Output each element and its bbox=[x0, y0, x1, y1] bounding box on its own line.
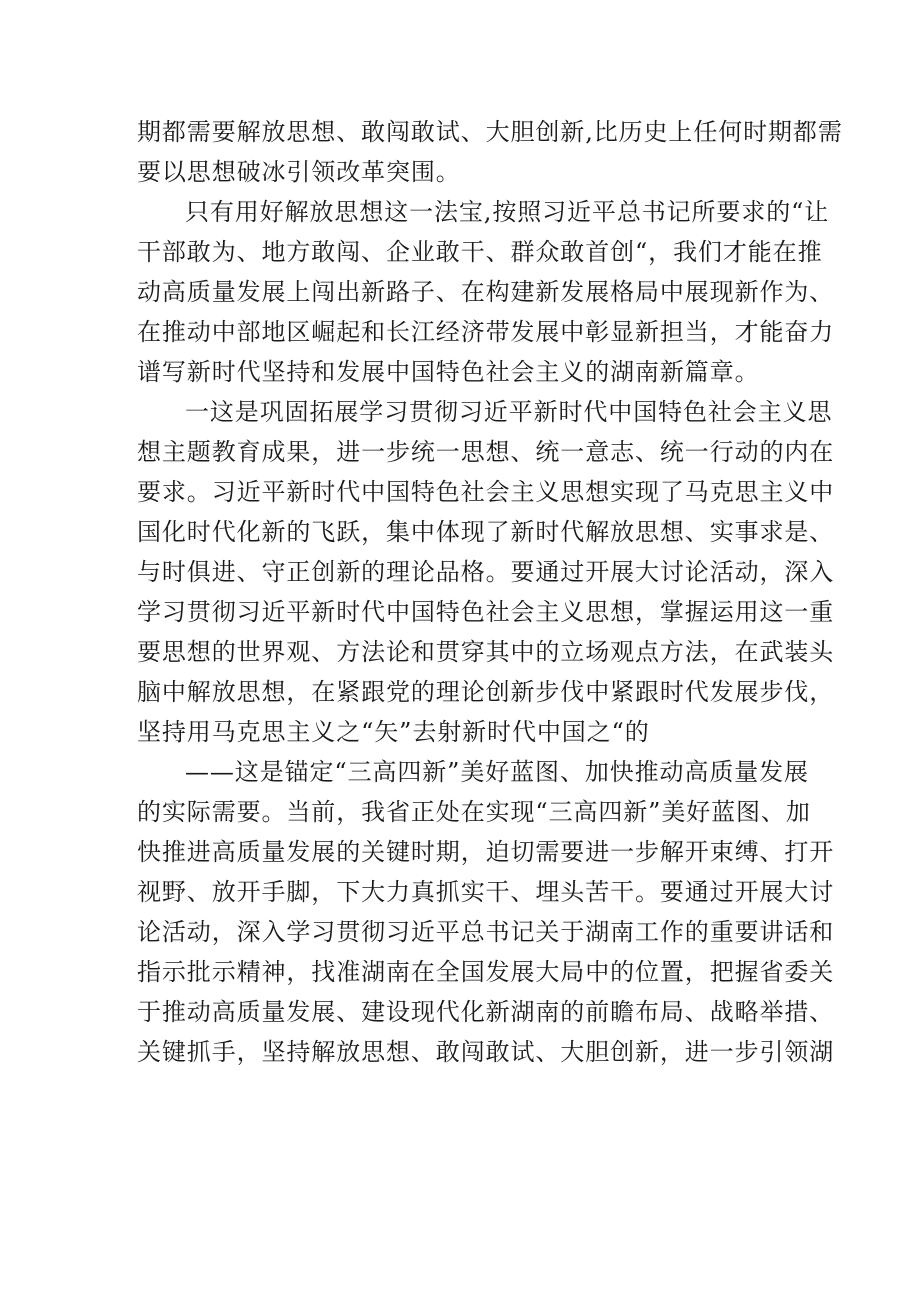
text-line: 谱写新时代坚持和发展中国特色社会主义的湖南新篇章。 bbox=[137, 358, 760, 386]
text-line: 要以思想破冰引领改革突围。 bbox=[137, 158, 461, 186]
text-line: 关键抓手，坚持解放思想、敢闯敢试、大胆创新，进一步引领湖 bbox=[137, 1038, 835, 1066]
text-line: 只有用好解放思想这一法宝,按照习近平总书记所要求的“让 bbox=[185, 198, 830, 226]
document-body-text bbox=[137, 112, 843, 1072]
text-line: 学习贯彻习近平新时代中国特色社会主义思想，掌握运用这一重 bbox=[137, 598, 835, 626]
text-line: 快推进高质量发展的关键时期，迫切需要进一步解开束缚、打开 bbox=[137, 838, 835, 866]
text-line: 想主题教育成果，进一步统一思想、统一意志、统一行动的内在 bbox=[137, 438, 835, 466]
text-line: 国化时代化新的飞跃，集中体现了新时代解放思想、实事求是、 bbox=[137, 518, 835, 546]
text-line: 动高质量发展上闯出新路子、在构建新发展格局中展现新作为、 bbox=[137, 278, 835, 306]
text-line: 视野、放开手脚，下大力真抓实干、埋头苦干。要通过开展大讨 bbox=[137, 878, 835, 906]
text-line: 期都需要解放思想、敢闯敢试、大胆创新,比历史上任何时期都需 bbox=[137, 118, 843, 146]
text-line: 要思想的世界观、方法论和贯穿其中的立场观点方法，在武装头 bbox=[137, 638, 835, 666]
text-line: 坚持用马克思主义之“矢”去射新时代中国之“的 bbox=[137, 718, 650, 746]
text-line: 指示批示精神，找准湖南在全国发展大局中的位置，把握省委关 bbox=[137, 958, 835, 986]
text-line: 一这是巩固拓展学习贯彻习近平新时代中国特色社会主义思 bbox=[185, 398, 833, 426]
text-line: 干部敢为、地方敢闯、企业敢干、群众敢首创“，我们才能在推 bbox=[137, 238, 823, 266]
text-line: 的实际需要。当前，我省正处在实现“三高四新”美好蓝图、加 bbox=[137, 798, 811, 826]
text-line: 于推动高质量发展、建设现代化新湖南的前瞻布局、战略举措、 bbox=[137, 998, 835, 1026]
text-line: ——这是锚定“三高四新”美好蓝图、加快推动高质量发展 bbox=[185, 758, 809, 786]
text-line: 要求。习近平新时代中国特色社会主义思想实现了马克思主义中 bbox=[137, 478, 835, 506]
text-line: 论活动，深入学习贯彻习近平总书记关于湖南工作的重要讲话和 bbox=[137, 918, 835, 946]
text-line: 在推动中部地区崛起和长江经济带发展中彰显新担当，才能奋力 bbox=[137, 318, 835, 346]
text-line: 脑中解放思想，在紧跟党的理论创新步伐中紧跟时代发展步伐， bbox=[137, 678, 835, 706]
text-line: 与时俱进、守正创新的理论品格。要通过开展大讨论活动，深入 bbox=[137, 558, 835, 586]
